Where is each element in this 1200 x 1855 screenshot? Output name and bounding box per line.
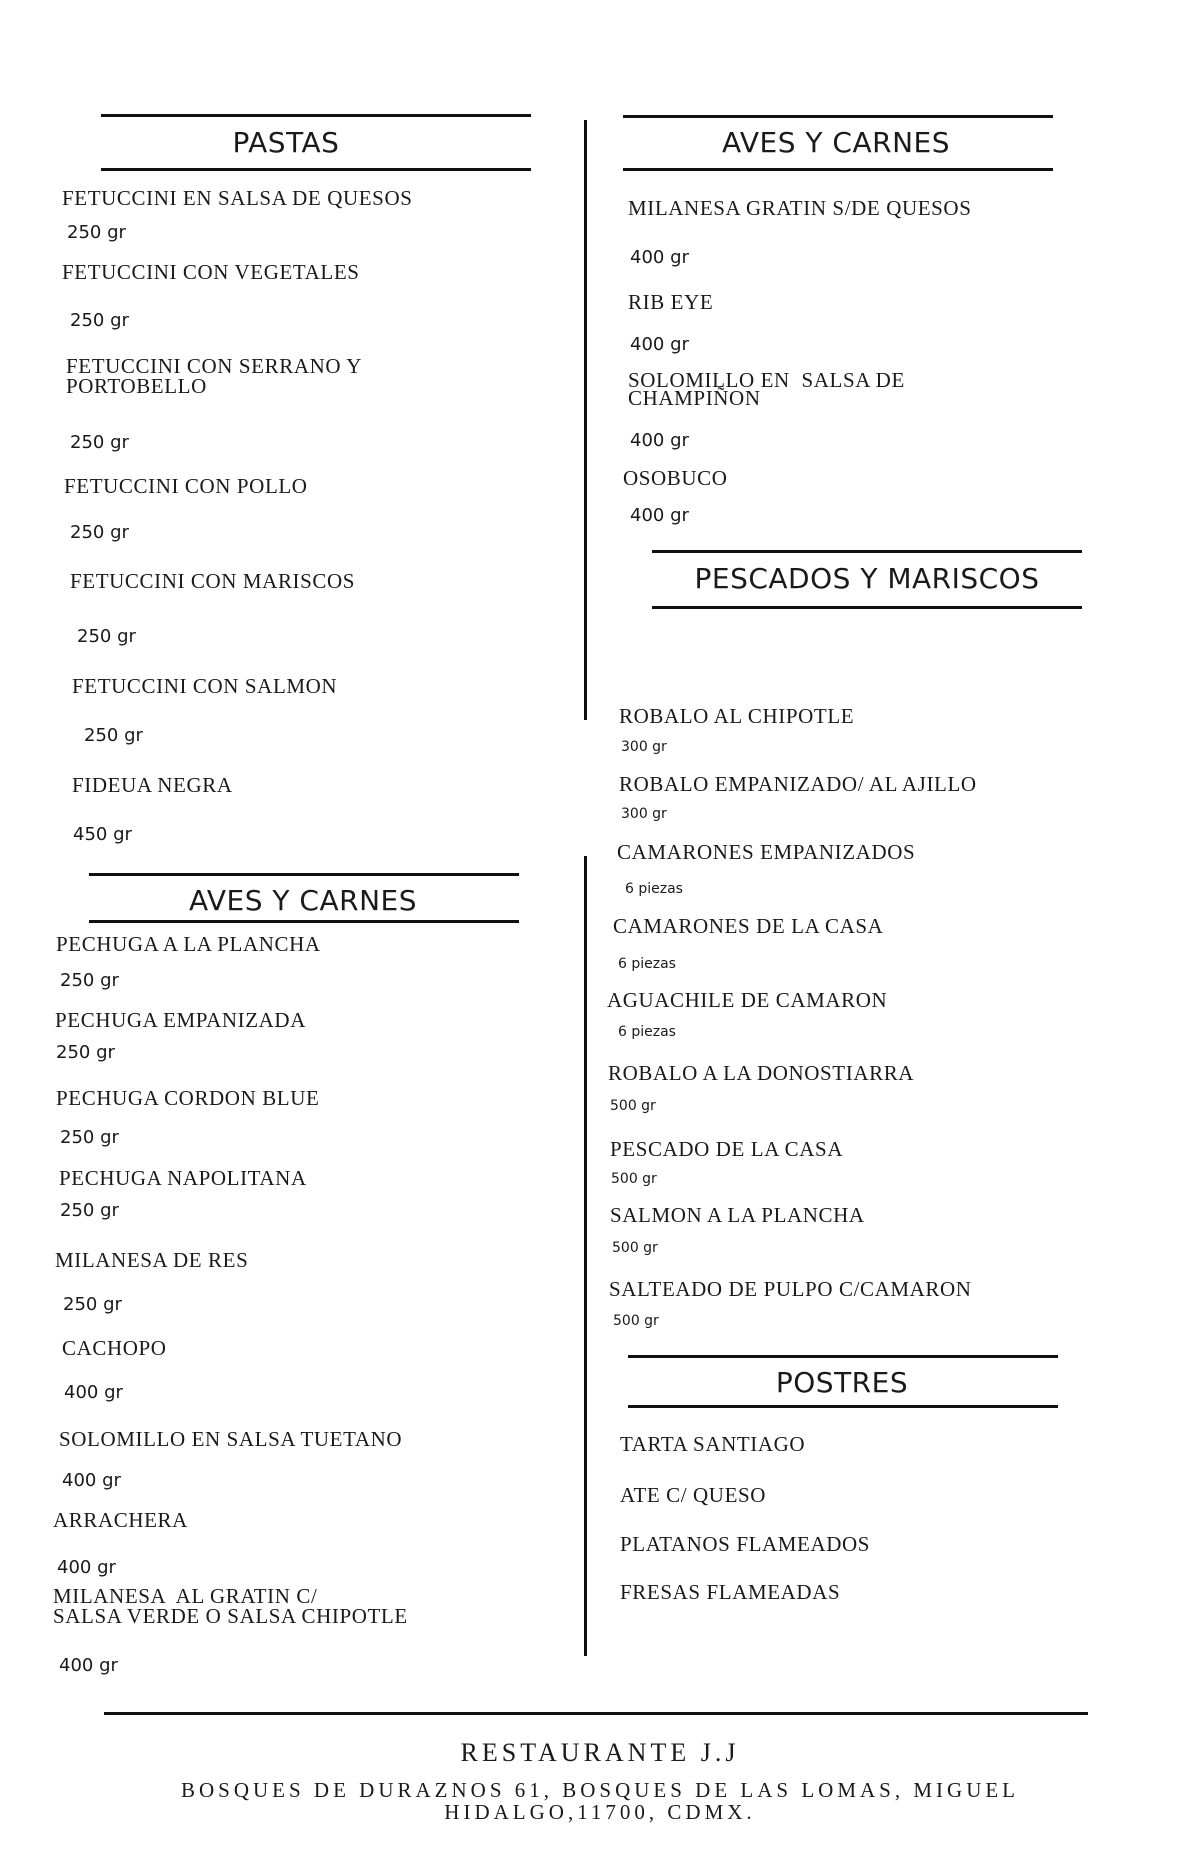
aves-left-item-qty: 250 gr xyxy=(60,1200,119,1221)
pescados-item-qty: 6 piezas xyxy=(625,881,683,897)
aves-left-item-qty: 400 gr xyxy=(59,1655,118,1676)
aves-left-item-qty: 250 gr xyxy=(56,1042,115,1063)
aves-left-item-name: MILANESA AL GRATIN C/ SALSA VERDE O SALSA CHIPOTLE xyxy=(53,1584,408,1628)
pastas-item-name: FIDEUA NEGRA xyxy=(72,773,233,797)
pescados-item-name: SALTEADO DE PULPO C/CAMARON xyxy=(609,1277,972,1301)
aves-right-item-qty: 400 gr xyxy=(630,505,689,526)
aves-left-item-name: PECHUGA CORDON BLUE xyxy=(56,1086,320,1110)
aves-right-item-qty: 400 gr xyxy=(630,334,689,355)
pastas-item-name: FETUCCINI CON POLLO xyxy=(64,474,308,498)
aves-left-item-name: SOLOMILLO EN SALSA TUETANO xyxy=(59,1427,403,1451)
aves-left-item-qty: 250 gr xyxy=(60,1127,119,1148)
postres-top-rule xyxy=(628,1355,1058,1358)
aves-right-item-qty: 400 gr xyxy=(630,430,689,451)
aves-left-item-name: MILANESA DE RES xyxy=(55,1248,249,1272)
pastas-item-qty: 450 gr xyxy=(73,824,132,845)
pescados-item-name: ROBALO EMPANIZADO/ AL AJILLO xyxy=(619,772,977,796)
aves-right-title: AVES Y CARNES xyxy=(722,126,950,159)
pescados-top-rule xyxy=(652,550,1082,553)
pescados-item-name: PESCADO DE LA CASA xyxy=(610,1137,844,1161)
pescados-item-qty: 500 gr xyxy=(610,1098,656,1114)
aves-right-top-rule xyxy=(623,115,1053,118)
pastas-item-name: FETUCCINI CON SALMON xyxy=(72,674,338,698)
pastas-item-qty: 250 gr xyxy=(70,432,129,453)
pastas-item-qty: 250 gr xyxy=(77,626,136,647)
column-divider-top xyxy=(584,120,587,720)
pescados-bottom-rule xyxy=(652,606,1082,609)
pastas-item-name: FETUCCINI EN SALSA DE QUESOS xyxy=(62,186,413,210)
postres-item-name: ATE C/ QUESO xyxy=(620,1483,767,1507)
aves-left-title: AVES Y CARNES xyxy=(189,884,417,917)
restaurant-address: BOSQUES DE DURAZNOS 61, BOSQUES DE LAS LOMAS, MIGUEL HIDALGO,11700, CDMX. xyxy=(180,1778,1020,1824)
aves-left-item-qty: 250 gr xyxy=(63,1294,122,1315)
pastas-item-name: FETUCCINI CON MARISCOS xyxy=(70,569,356,593)
postres-item-name: PLATANOS FLAMEADOS xyxy=(620,1532,871,1556)
aves-left-top-rule xyxy=(89,873,519,876)
pastas-item-qty: 250 gr xyxy=(70,310,129,331)
restaurant-name: RESTAURANTE J.J xyxy=(460,1738,740,1767)
pescados-item-qty: 500 gr xyxy=(613,1313,659,1329)
aves-left-item-qty: 250 gr xyxy=(60,970,119,991)
postres-item-name: TARTA SANTIAGO xyxy=(620,1432,806,1456)
column-divider-bottom xyxy=(584,856,587,1656)
aves-right-item-name: OSOBUCO xyxy=(623,466,728,490)
aves-right-item-name: SOLOMILLO EN SALSA DE CHAMPIÑON xyxy=(628,368,905,410)
pescados-item-name: ROBALO A LA DONOSTIARRA xyxy=(608,1061,915,1085)
pastas-title: PASTAS xyxy=(232,126,340,159)
aves-left-item-qty: 400 gr xyxy=(64,1382,123,1403)
pescados-item-qty: 300 gr xyxy=(621,806,667,822)
pescados-item-name: SALMON A LA PLANCHA xyxy=(610,1203,865,1227)
aves-left-item-name: PECHUGA EMPANIZADA xyxy=(55,1008,306,1032)
pescados-item-qty: 500 gr xyxy=(611,1171,657,1187)
aves-left-item-name: PECHUGA NAPOLITANA xyxy=(59,1166,307,1190)
footer-rule xyxy=(104,1712,1088,1715)
aves-left-item-qty: 400 gr xyxy=(57,1557,116,1578)
pastas-item-qty: 250 gr xyxy=(67,222,126,243)
aves-left-item-name: PECHUGA A LA PLANCHA xyxy=(56,932,321,956)
postres-bottom-rule xyxy=(628,1405,1058,1408)
pastas-bottom-rule xyxy=(101,168,531,171)
pescados-item-qty: 500 gr xyxy=(612,1240,658,1256)
pastas-item-name: FETUCCINI CON SERRANO Y PORTOBELLO xyxy=(66,354,362,398)
pastas-item-qty: 250 gr xyxy=(70,522,129,543)
pescados-item-name: CAMARONES EMPANIZADOS xyxy=(617,840,916,864)
pescados-title: PESCADOS Y MARISCOS xyxy=(694,562,1040,595)
pescados-item-name: CAMARONES DE LA CASA xyxy=(613,914,884,938)
pescados-item-name: AGUACHILE DE CAMARON xyxy=(607,988,888,1012)
pastas-item-qty: 250 gr xyxy=(84,725,143,746)
aves-right-item-qty: 400 gr xyxy=(630,247,689,268)
aves-right-bottom-rule xyxy=(623,168,1053,171)
postres-title: POSTRES xyxy=(775,1366,909,1399)
aves-left-item-name: ARRACHERA xyxy=(53,1508,188,1532)
pastas-item-name: FETUCCINI CON VEGETALES xyxy=(62,260,360,284)
aves-right-item-name: MILANESA GRATIN S/DE QUESOS xyxy=(628,196,972,220)
pastas-top-rule xyxy=(101,114,531,117)
aves-left-bottom-rule xyxy=(89,920,519,923)
pescados-item-qty: 300 gr xyxy=(621,739,667,755)
pescados-item-qty: 6 piezas xyxy=(618,1024,676,1040)
aves-left-item-qty: 400 gr xyxy=(62,1470,121,1491)
pescados-item-qty: 6 piezas xyxy=(618,956,676,972)
pescados-item-name: ROBALO AL CHIPOTLE xyxy=(619,704,855,728)
postres-item-name: FRESAS FLAMEADAS xyxy=(620,1580,841,1604)
aves-right-item-name: RIB EYE xyxy=(628,290,714,314)
aves-left-item-name: CACHOPO xyxy=(62,1336,167,1360)
